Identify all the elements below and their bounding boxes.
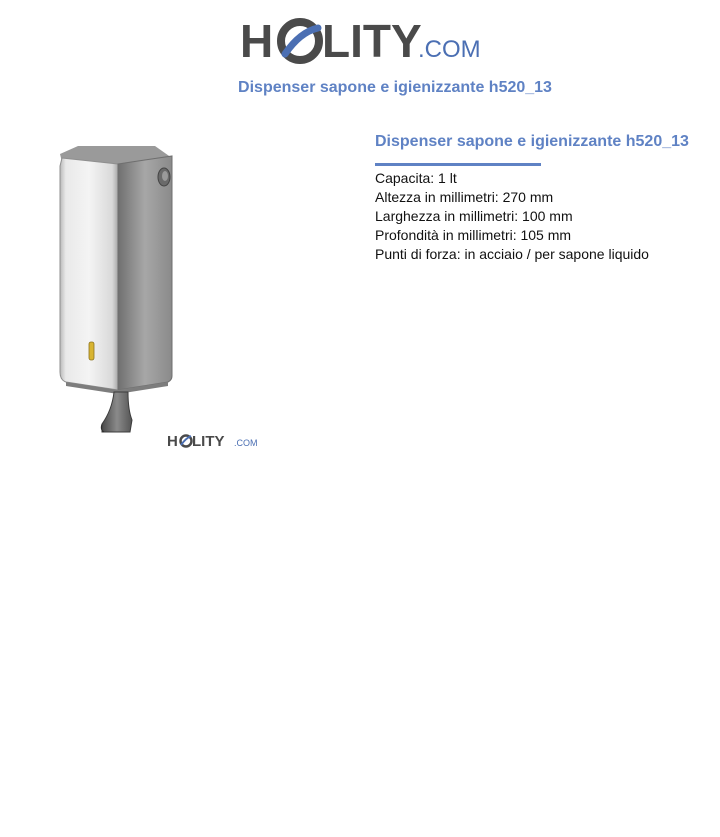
product-title: Dispenser sapone e igienizzante h520_13 (375, 133, 689, 150)
spec-width: Larghezza in millimetri: 100 mm (375, 208, 573, 224)
svg-text:LITY: LITY (322, 15, 422, 67)
svg-text:LITY: LITY (192, 433, 225, 450)
svg-text:H: H (240, 15, 274, 67)
holity-logo (240, 10, 485, 70)
svg-text:.COM: .COM (234, 438, 258, 448)
soap-dispenser-image (0, 110, 300, 480)
spec-strengths: Punti di forza: in acciaio / per sapone liquido (375, 246, 649, 262)
spec-capacity: Capacita: 1 lt (375, 170, 457, 186)
svg-text:.COM: .COM (418, 36, 481, 63)
svg-text:H: H (167, 433, 178, 450)
spec-height: Altezza in millimetri: 270 mm (375, 189, 554, 205)
spec-list (375, 169, 695, 264)
page-subtitle: Dispenser sapone e igienizzante h520_13 (238, 79, 552, 96)
product-info (375, 132, 695, 264)
title-divider (375, 163, 541, 166)
spec-depth: Profondità in millimetri: 105 mm (375, 227, 572, 243)
